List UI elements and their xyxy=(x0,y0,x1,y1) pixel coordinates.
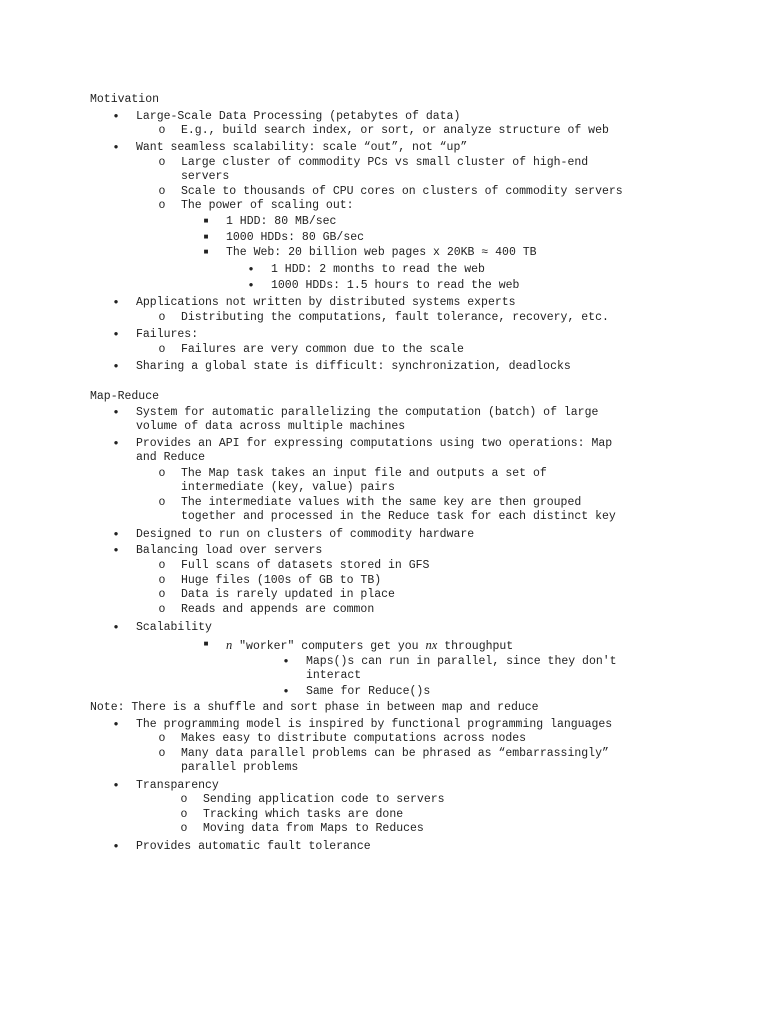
list-item: Provides an API for expressing computations using two operations: Map xyxy=(136,437,613,450)
list-item: The Web: 20 billion web pages x 20KB ≈ 400 TB xyxy=(226,246,537,259)
list-item: Designed to run on clusters of commodity hardware xyxy=(136,528,475,541)
section-heading-map-reduce: Map-Reduce xyxy=(90,390,160,403)
bullet-marker: ● xyxy=(113,781,119,790)
bullet-marker: ● xyxy=(113,298,119,307)
bullet-marker: ● xyxy=(113,720,119,729)
circle-marker: o xyxy=(158,311,166,324)
list-item: Distributing the computations, fault tolerance, recovery, etc. xyxy=(181,311,609,324)
list-item: Failures: xyxy=(136,328,199,341)
list-item: Reads and appends are common xyxy=(181,603,375,616)
section-heading-motivation: Motivation xyxy=(90,93,160,106)
list-item: Data is rarely updated in place xyxy=(181,588,395,601)
bullet-marker: ● xyxy=(283,687,289,696)
list-item: Large-Scale Data Processing (petabytes of data) xyxy=(136,110,461,123)
list-item: Transparency xyxy=(136,779,219,792)
list-item-continuation: parallel problems xyxy=(181,761,299,774)
circle-marker: o xyxy=(158,603,166,616)
list-item: The intermediate values with the same key are then grouped xyxy=(181,496,582,509)
list-item-continuation: volume of data across multiple machines xyxy=(136,420,406,433)
list-item: Balancing load over servers xyxy=(136,544,323,557)
bullet-marker: ● xyxy=(113,439,119,448)
bullet-marker: ● xyxy=(113,143,119,152)
list-item: Provides automatic fault tolerance xyxy=(136,840,371,853)
list-item: The Map task takes an input file and outputs a set of xyxy=(181,467,547,480)
list-item-continuation: interact xyxy=(306,669,362,682)
note-line: Note: There is a shuffle and sort phase in between map and reduce xyxy=(90,701,539,714)
square-marker: ■ xyxy=(203,640,209,649)
circle-marker: o xyxy=(158,732,166,745)
list-item-throughput xyxy=(226,638,513,654)
math-var-n: n xyxy=(226,638,233,652)
list-item-continuation: together and processed in the Reduce task for each distinct key xyxy=(181,510,616,523)
math-var-nx: nx xyxy=(425,638,438,652)
list-item: 1 HDD: 2 months to read the web xyxy=(271,263,485,276)
circle-marker: o xyxy=(158,588,166,601)
circle-marker: o xyxy=(158,199,166,212)
bullet-marker: ● xyxy=(113,530,119,539)
square-marker: ■ xyxy=(203,233,209,242)
bullet-marker: ● xyxy=(113,112,119,121)
square-marker: ■ xyxy=(203,248,209,257)
bullet-marker: ● xyxy=(113,842,119,851)
bullet-marker: ● xyxy=(113,623,119,632)
list-item: The power of scaling out: xyxy=(181,199,354,212)
list-item: Applications not written by distributed systems experts xyxy=(136,296,516,309)
list-item-continuation: intermediate (key, value) pairs xyxy=(181,481,395,494)
list-item: Many data parallel problems can be phrased as “embarrassingly” xyxy=(181,747,609,760)
bullet-marker: ● xyxy=(283,657,289,666)
list-item: Full scans of datasets stored in GFS xyxy=(181,559,430,572)
throughput-text-end: throughput xyxy=(437,640,514,653)
square-marker: ■ xyxy=(203,217,209,226)
circle-marker: o xyxy=(158,559,166,572)
bullet-marker: ● xyxy=(113,546,119,555)
circle-marker: o xyxy=(158,124,166,137)
list-item: 1000 HDDs: 1.5 hours to read the web xyxy=(271,279,520,292)
circle-marker: o xyxy=(180,793,188,806)
circle-marker: o xyxy=(158,185,166,198)
list-item: E.g., build search index, or sort, or analyze structure of web xyxy=(181,124,609,137)
list-item: Same for Reduce()s xyxy=(306,685,431,698)
list-item: Want seamless scalability: scale “out”, not “up” xyxy=(136,141,468,154)
list-item: Scale to thousands of CPU cores on clusters of commodity servers xyxy=(181,185,623,198)
list-item: Sending application code to servers xyxy=(203,793,445,806)
list-item-continuation: servers xyxy=(181,170,230,183)
circle-marker: o xyxy=(180,822,188,835)
circle-marker: o xyxy=(158,496,166,509)
list-item: Maps()s can run in parallel, since they don't xyxy=(306,655,617,668)
list-item-continuation: and Reduce xyxy=(136,451,206,464)
bullet-marker: ● xyxy=(248,265,254,274)
list-item: System for automatic parallelizing the computation (batch) of large xyxy=(136,406,599,419)
list-item: Sharing a global state is difficult: synchronization, deadlocks xyxy=(136,360,571,373)
list-item: 1000 HDDs: 80 GB/sec xyxy=(226,231,365,244)
throughput-text-mid: "worker" computers get you xyxy=(232,640,426,653)
list-item: Huge files (100s of GB to TB) xyxy=(181,574,382,587)
list-item: Tracking which tasks are done xyxy=(203,808,404,821)
bullet-marker: ● xyxy=(113,362,119,371)
list-item: Makes easy to distribute computations across nodes xyxy=(181,732,527,745)
circle-marker: o xyxy=(158,156,166,169)
circle-marker: o xyxy=(158,747,166,760)
circle-marker: o xyxy=(158,574,166,587)
circle-marker: o xyxy=(180,808,188,821)
circle-marker: o xyxy=(158,467,166,480)
list-item: 1 HDD: 80 MB/sec xyxy=(226,215,337,228)
bullet-marker: ● xyxy=(113,408,119,417)
bullet-marker: ● xyxy=(248,281,254,290)
circle-marker: o xyxy=(158,343,166,356)
list-item: Failures are very common due to the scale xyxy=(181,343,464,356)
list-item: Moving data from Maps to Reduces xyxy=(203,822,424,835)
list-item: Large cluster of commodity PCs vs small cluster of high-end xyxy=(181,156,589,169)
list-item: The programming model is inspired by functional programming languages xyxy=(136,718,613,731)
list-item: Scalability xyxy=(136,621,212,634)
bullet-marker: ● xyxy=(113,330,119,339)
